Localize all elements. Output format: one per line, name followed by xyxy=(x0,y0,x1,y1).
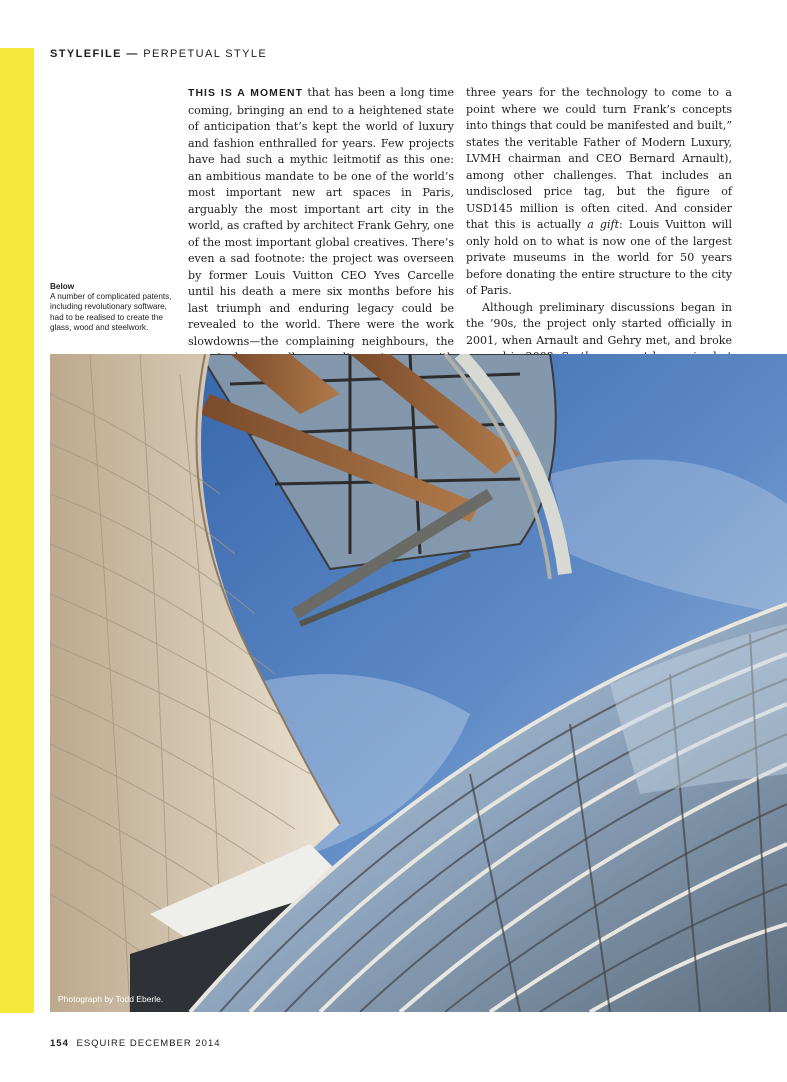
architecture-photo xyxy=(50,354,787,1012)
article-text: : Louis Vuitton will only hold on to what is now one of the largest private museums in the world for 50 years before donating the entire structure to the city of Paris. xyxy=(466,218,732,297)
header-section: STYLEFILE — xyxy=(50,48,139,60)
article-text: Although preliminary discussions began in the ’90s, the project only started officially in 2001, when Arnault and Gehry met, and broke xyxy=(466,300,732,347)
caption-text: A number of complicated patents, including revolutionary software, had to be realised to create the glass, wood and steelwork. xyxy=(50,292,172,332)
page-number: 154 xyxy=(50,1038,69,1049)
caption-title: Below xyxy=(50,282,75,291)
article-text: that has been a long time coming, bringing an end to a heightened state of anticipation that’s kept the world of luxury and fashion enthralled for years. Few projects have had such a mythic leitmotif as this one: an ambitious mandate to be one of the world’s most important new art spaces in Paris, arguably the most important art city in the world, as crafted by architect Frank Gehry, one of the most important global creatives. There’s even a sad footnote: the project was overseen by former Louis Vuitton CEO Yves Carcelle until his death a mere six months before his last triumph and enduring legacy could be revealed to the world. There were the work slowdowns—the complaining neighbours, the xyxy=(188,86,454,348)
header-subsection: PERPETUAL STYLE xyxy=(143,48,268,60)
publication-info: ESQUIRE DECEMBER 2014 xyxy=(76,1038,221,1049)
building-illustration xyxy=(50,354,787,1012)
article-lead-in: THIS IS A MOMENT xyxy=(188,88,304,99)
page-footer xyxy=(50,1038,221,1049)
article-paragraph xyxy=(466,85,732,300)
photo-caption xyxy=(50,282,180,333)
article-column-1 xyxy=(188,85,454,400)
page-header xyxy=(50,48,267,60)
photo-credit: Photograph by Todd Eberle. xyxy=(58,994,164,1004)
article-emphasis: a gift xyxy=(587,218,620,231)
article-text: three years for the technology to come to a point where we could turn Frank’s concepts into things that could be manifested and built,” states the veritable Father of Modern Luxury, LVMH chairman and CEO Bernard Arnault), among other challenges. That includes an undisclosed price tag, but the figure of USD145 million is often cited. And consider that this is actually xyxy=(466,86,732,231)
article-paragraph xyxy=(188,85,454,400)
yellow-edge-bar xyxy=(0,48,34,1013)
